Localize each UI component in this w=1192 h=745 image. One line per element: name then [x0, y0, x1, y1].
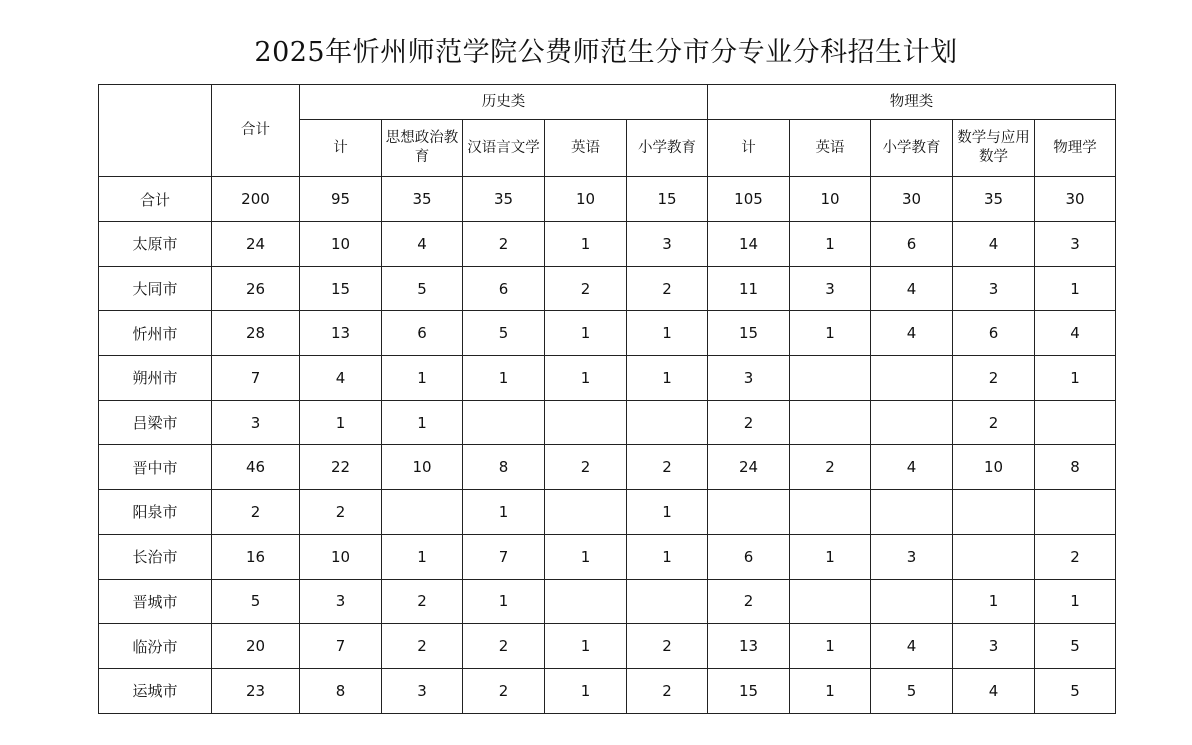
- value-cell: [708, 490, 790, 535]
- header-physics-physics: 物理学: [1035, 120, 1116, 177]
- value-cell: 1: [463, 579, 545, 624]
- value-cell: 5: [871, 668, 953, 713]
- value-cell: 2: [545, 266, 627, 311]
- value-cell: 1: [790, 624, 871, 669]
- value-cell: 10: [545, 177, 627, 222]
- header-physics-subtotal: 计: [708, 120, 790, 177]
- value-cell: 1: [790, 222, 871, 267]
- city-cell: 大同市: [99, 266, 212, 311]
- value-cell: 1: [627, 534, 708, 579]
- value-cell: 1: [1035, 356, 1116, 401]
- value-cell: 2: [627, 445, 708, 490]
- table-row: [99, 624, 1116, 669]
- table-row: [99, 177, 1116, 222]
- table-row: [99, 668, 1116, 713]
- value-cell: 105: [708, 177, 790, 222]
- value-cell: 30: [871, 177, 953, 222]
- value-cell: 15: [708, 668, 790, 713]
- value-cell: [545, 490, 627, 535]
- value-cell: 35: [953, 177, 1035, 222]
- value-cell: 1: [1035, 266, 1116, 311]
- value-cell: 35: [382, 177, 463, 222]
- value-cell: 35: [463, 177, 545, 222]
- value-cell: 2: [545, 445, 627, 490]
- value-cell: 95: [300, 177, 382, 222]
- value-cell: [871, 400, 953, 445]
- value-cell: 30: [1035, 177, 1116, 222]
- table-row: [99, 311, 1116, 356]
- value-cell: 1: [382, 356, 463, 401]
- value-cell: 28: [212, 311, 300, 356]
- value-cell: 4: [871, 445, 953, 490]
- value-cell: 23: [212, 668, 300, 713]
- value-cell: 13: [708, 624, 790, 669]
- value-cell: 3: [627, 222, 708, 267]
- value-cell: 2: [627, 624, 708, 669]
- table-body: [99, 177, 1116, 714]
- value-cell: [790, 356, 871, 401]
- value-cell: 3: [953, 266, 1035, 311]
- table-row: [99, 490, 1116, 535]
- value-cell: 10: [790, 177, 871, 222]
- header-history-subtotal: 计: [300, 120, 382, 177]
- page-title: 2025年忻州师范学院公费师范生分市分专业分科招生计划: [254, 37, 958, 68]
- value-cell: 3: [871, 534, 953, 579]
- value-cell: 8: [300, 668, 382, 713]
- value-cell: 3: [300, 579, 382, 624]
- header-history-group: 历史类: [300, 85, 708, 120]
- value-cell: [871, 579, 953, 624]
- value-cell: 1: [627, 356, 708, 401]
- value-cell: 6: [871, 222, 953, 267]
- header-history-politics-label: 思想政治教育: [385, 130, 459, 165]
- value-cell: [463, 400, 545, 445]
- value-cell: 2: [463, 624, 545, 669]
- value-cell: [871, 490, 953, 535]
- value-cell: [382, 490, 463, 535]
- city-cell: 晋中市: [99, 445, 212, 490]
- value-cell: 10: [382, 445, 463, 490]
- value-cell: 26: [212, 266, 300, 311]
- value-cell: 1: [382, 534, 463, 579]
- value-cell: 3: [708, 356, 790, 401]
- value-cell: 5: [382, 266, 463, 311]
- value-cell: 4: [953, 668, 1035, 713]
- value-cell: 2: [212, 490, 300, 535]
- city-cell: 太原市: [99, 222, 212, 267]
- value-cell: 1: [627, 490, 708, 535]
- header-physics-primary-edu: 小学教育: [871, 120, 953, 177]
- value-cell: [627, 579, 708, 624]
- value-cell: [545, 400, 627, 445]
- header-physics-group: 物理类: [708, 85, 1116, 120]
- value-cell: 10: [300, 222, 382, 267]
- value-cell: 16: [212, 534, 300, 579]
- value-cell: [790, 400, 871, 445]
- value-cell: 1: [790, 311, 871, 356]
- value-cell: [1035, 400, 1116, 445]
- value-cell: 3: [382, 668, 463, 713]
- value-cell: 1: [300, 400, 382, 445]
- value-cell: 2: [382, 579, 463, 624]
- header-physics-math-label: 数学与应用数学: [957, 130, 1030, 165]
- value-cell: 10: [953, 445, 1035, 490]
- header-history-primary-edu: 小学教育: [627, 120, 708, 177]
- table-row: [99, 266, 1116, 311]
- value-cell: [953, 490, 1035, 535]
- table-row: [99, 445, 1116, 490]
- value-cell: 4: [300, 356, 382, 401]
- city-cell: 吕梁市: [99, 400, 212, 445]
- table-row: [99, 579, 1116, 624]
- value-cell: 10: [300, 534, 382, 579]
- enrollment-plan-table: [98, 84, 1116, 714]
- value-cell: 5: [463, 311, 545, 356]
- value-cell: [871, 356, 953, 401]
- value-cell: 4: [1035, 311, 1116, 356]
- city-cell: 晋城市: [99, 579, 212, 624]
- value-cell: 15: [627, 177, 708, 222]
- value-cell: 3: [953, 624, 1035, 669]
- value-cell: 1: [1035, 579, 1116, 624]
- value-cell: 2: [790, 445, 871, 490]
- corner-cell: [99, 85, 212, 177]
- value-cell: 4: [871, 311, 953, 356]
- value-cell: 1: [545, 222, 627, 267]
- value-cell: 1: [545, 534, 627, 579]
- value-cell: 1: [463, 490, 545, 535]
- value-cell: 11: [708, 266, 790, 311]
- value-cell: 6: [463, 266, 545, 311]
- city-cell: 运城市: [99, 668, 212, 713]
- value-cell: 2: [708, 400, 790, 445]
- header-row-group: [99, 85, 1116, 120]
- value-cell: 5: [1035, 668, 1116, 713]
- value-cell: 3: [212, 400, 300, 445]
- value-cell: 46: [212, 445, 300, 490]
- value-cell: 1: [545, 356, 627, 401]
- table-row: [99, 222, 1116, 267]
- value-cell: 1: [545, 311, 627, 356]
- value-cell: 3: [1035, 222, 1116, 267]
- table-row: [99, 534, 1116, 579]
- value-cell: 2: [953, 400, 1035, 445]
- header-total: 合计: [212, 85, 300, 177]
- value-cell: 4: [871, 624, 953, 669]
- value-cell: 2: [382, 624, 463, 669]
- header-history-chinese: [463, 120, 545, 177]
- value-cell: 1: [545, 668, 627, 713]
- value-cell: 6: [953, 311, 1035, 356]
- value-cell: 5: [212, 579, 300, 624]
- value-cell: 2: [953, 356, 1035, 401]
- value-cell: 8: [1035, 445, 1116, 490]
- value-cell: 7: [300, 624, 382, 669]
- value-cell: 13: [300, 311, 382, 356]
- value-cell: 200: [212, 177, 300, 222]
- value-cell: [627, 400, 708, 445]
- value-cell: 3: [790, 266, 871, 311]
- header-physics-english: 英语: [790, 120, 871, 177]
- value-cell: [1035, 490, 1116, 535]
- value-cell: 22: [300, 445, 382, 490]
- header-history-english: 英语: [545, 120, 627, 177]
- value-cell: 2: [1035, 534, 1116, 579]
- value-cell: 7: [463, 534, 545, 579]
- value-cell: 1: [463, 356, 545, 401]
- value-cell: 7: [212, 356, 300, 401]
- value-cell: 6: [708, 534, 790, 579]
- value-cell: 2: [708, 579, 790, 624]
- value-cell: 20: [212, 624, 300, 669]
- value-cell: 1: [627, 311, 708, 356]
- value-cell: 1: [382, 400, 463, 445]
- value-cell: 4: [382, 222, 463, 267]
- value-cell: 14: [708, 222, 790, 267]
- value-cell: 24: [708, 445, 790, 490]
- table-row: [99, 356, 1116, 401]
- value-cell: 1: [790, 534, 871, 579]
- city-cell: 长治市: [99, 534, 212, 579]
- city-cell: 临汾市: [99, 624, 212, 669]
- value-cell: 6: [382, 311, 463, 356]
- value-cell: [790, 490, 871, 535]
- city-cell: 朔州市: [99, 356, 212, 401]
- value-cell: 4: [871, 266, 953, 311]
- city-cell: 合计: [99, 177, 212, 222]
- city-cell: 忻州市: [99, 311, 212, 356]
- header-history-chinese-label: 汉语言文学: [467, 139, 540, 156]
- value-cell: 1: [545, 624, 627, 669]
- value-cell: 2: [463, 668, 545, 713]
- value-cell: [545, 579, 627, 624]
- value-cell: 2: [627, 668, 708, 713]
- value-cell: 2: [463, 222, 545, 267]
- value-cell: 2: [627, 266, 708, 311]
- value-cell: 8: [463, 445, 545, 490]
- value-cell: 5: [1035, 624, 1116, 669]
- table-row: [99, 400, 1116, 445]
- header-physics-math: [953, 120, 1035, 177]
- value-cell: [953, 534, 1035, 579]
- value-cell: 2: [300, 490, 382, 535]
- value-cell: [790, 579, 871, 624]
- header-history-politics: [382, 120, 463, 177]
- value-cell: 1: [953, 579, 1035, 624]
- value-cell: 24: [212, 222, 300, 267]
- value-cell: 15: [300, 266, 382, 311]
- value-cell: 4: [953, 222, 1035, 267]
- value-cell: 15: [708, 311, 790, 356]
- city-cell: 阳泉市: [99, 490, 212, 535]
- value-cell: 1: [790, 668, 871, 713]
